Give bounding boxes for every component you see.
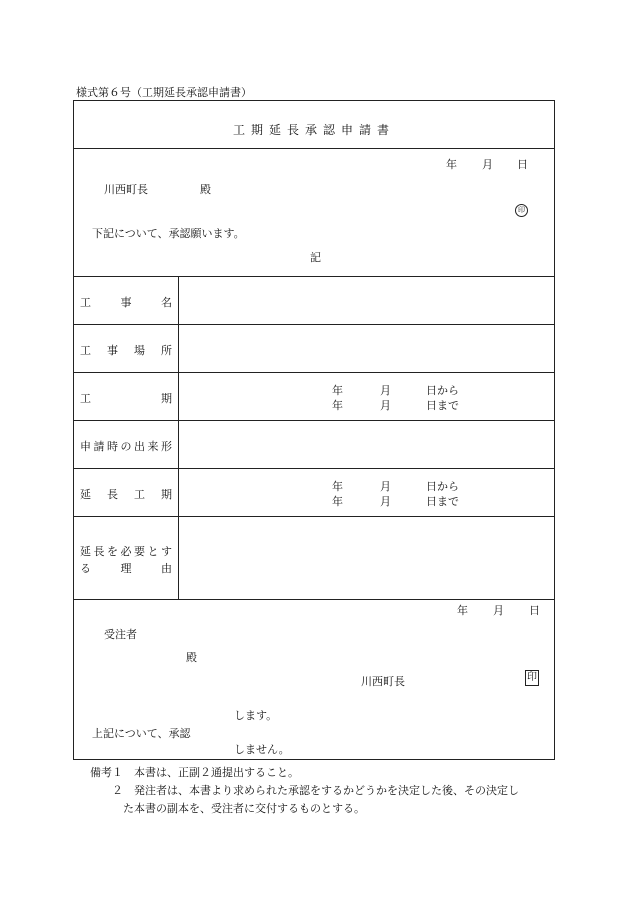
ki-label: 記 — [310, 251, 321, 264]
issuer-seal: 印 — [525, 670, 539, 686]
contractor-honorific: 殿 — [186, 651, 197, 664]
project-site-field[interactable] — [180, 326, 554, 370]
project-name-field[interactable] — [180, 278, 554, 322]
approve-no: しません。 — [234, 743, 290, 756]
period-from-month: 月 — [380, 384, 391, 397]
note-1: 備考１ 本書は、正副２通提出すること。 — [90, 766, 299, 779]
header-day: 日 — [517, 158, 528, 171]
header-month: 月 — [482, 158, 493, 171]
issuer-label: 川西町長 — [361, 675, 405, 688]
applicant-seal — [515, 202, 528, 217]
ext-from-day: 日から — [426, 480, 459, 493]
ext-from-month: 月 — [380, 480, 391, 493]
ext-until-year: 年 — [332, 495, 343, 508]
approval-year: 年 — [457, 604, 468, 617]
approval-prefix: 上記について、承認 — [92, 727, 191, 740]
row-label-project-name: 工事名 — [80, 296, 172, 309]
period-from-year: 年 — [332, 384, 343, 397]
request-text: 下記について、承認願います。 — [92, 227, 245, 240]
approve-yes: します。 — [234, 709, 278, 722]
ext-until-day: 日まで — [426, 495, 459, 508]
row-label-project-site: 工事場所 — [80, 344, 172, 357]
addressee-honorific: 殿 — [200, 183, 211, 196]
note-2: ２ 発注者は、本書より求められた承認をするかどうかを決定した後、その決定し — [112, 784, 519, 797]
form-title: 工期延長承認申請書 — [232, 123, 395, 137]
progress-field[interactable] — [180, 422, 554, 466]
row-label-progress: 申請時の出来形 — [80, 440, 172, 453]
header-year: 年 — [446, 158, 457, 171]
addressee: 川西町長 — [104, 183, 148, 196]
row-label-reason-1: 延長を必要とす — [80, 545, 172, 558]
period-from-day: 日から — [426, 384, 459, 397]
ext-from-year: 年 — [332, 480, 343, 493]
note-2-cont: た本書の副本を、受注者に交付するものとする。 — [123, 802, 365, 815]
application-form — [73, 100, 555, 760]
ext-until-month: 月 — [380, 495, 391, 508]
form-caption: 様式第６号（工期延長承認申請書） — [76, 86, 252, 99]
row-label-reason-2: る理由 — [80, 562, 172, 575]
seal-mark: 印 — [515, 204, 528, 217]
period-until-month: 月 — [380, 399, 391, 412]
row-label-period: 工期 — [80, 392, 172, 405]
row-label-extended-period: 延長工期 — [80, 488, 172, 501]
approval-month: 月 — [493, 604, 504, 617]
period-until-year: 年 — [332, 399, 343, 412]
reason-field[interactable] — [180, 518, 554, 597]
approval-day: 日 — [529, 604, 540, 617]
contractor-label: 受注者 — [104, 628, 137, 641]
period-until-day: 日まで — [426, 399, 459, 412]
